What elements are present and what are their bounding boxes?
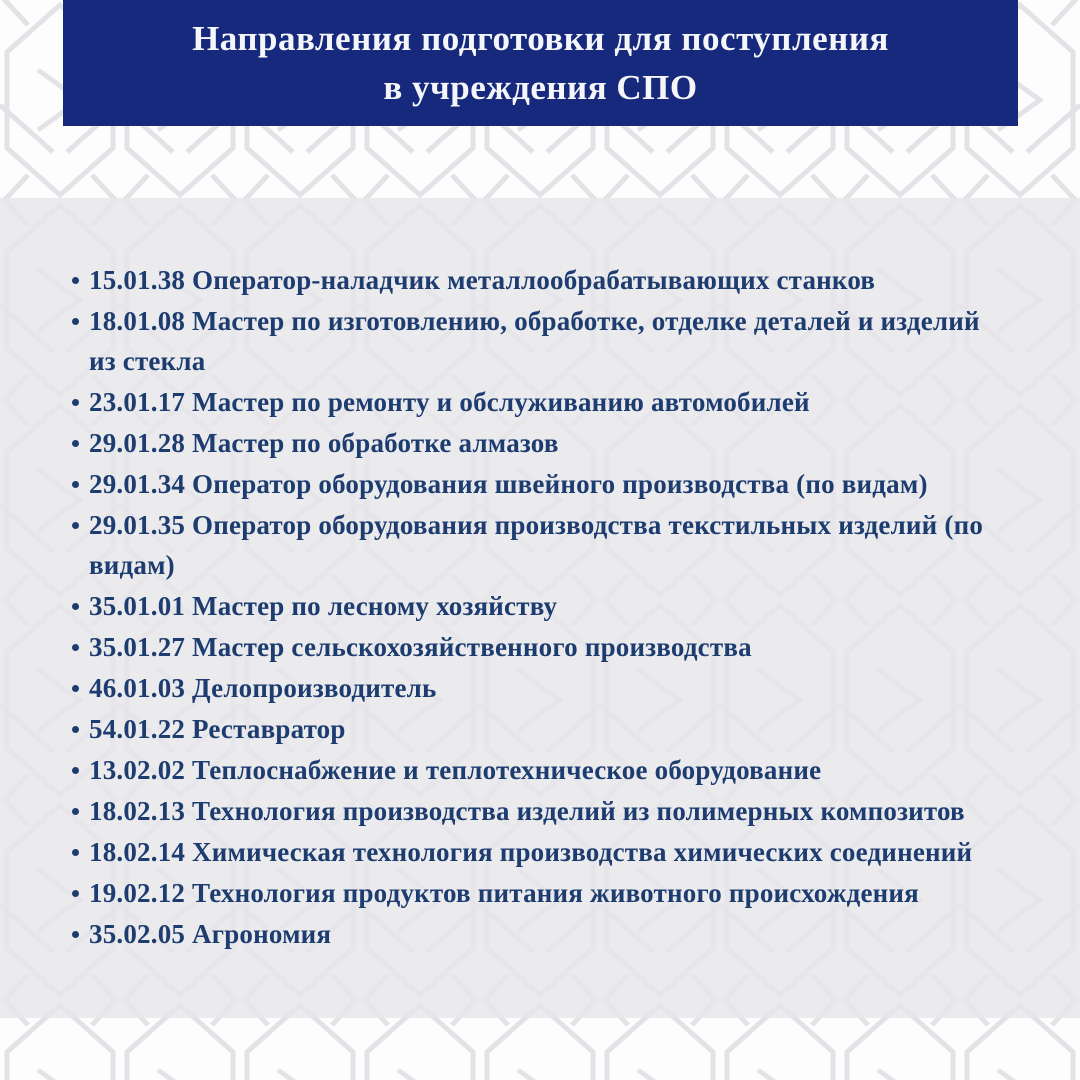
list-item: [65, 873, 1005, 913]
list-item: [65, 832, 1005, 872]
program-label: 23.01.17 Мастер по ремонту и обслуживанию автомобилей: [89, 387, 810, 417]
list-item: [65, 301, 1005, 381]
list-item: [65, 423, 1005, 463]
program-label: 29.01.28 Мастер по обработке алмазов: [89, 428, 559, 458]
bullet-icon: [72, 849, 79, 856]
program-label: 29.01.35 Оператор оборудования производства текстильных изделий (по видам): [89, 510, 984, 580]
program-label: 46.01.03 Делопроизводитель: [89, 673, 437, 703]
list-item: [65, 586, 1005, 626]
list-item: [65, 750, 1005, 790]
header-banner: [63, 0, 1018, 126]
program-label: 35.02.05 Агрономия: [89, 919, 332, 949]
bullet-icon: [72, 481, 79, 488]
program-list: [65, 260, 1005, 955]
list-item: [65, 464, 1005, 504]
bullet-icon: [72, 277, 79, 284]
list-item: [65, 709, 1005, 749]
bullet-icon: [72, 603, 79, 610]
program-label: 19.02.12 Технология продуктов питания животного происхождения: [89, 878, 919, 908]
program-label: 18.02.13 Технология производства изделий из полимерных композитов: [89, 796, 965, 826]
page-title-line2: в учреждения СПО: [383, 68, 698, 107]
bullet-icon: [72, 644, 79, 651]
program-label: 54.01.22 Реставратор: [89, 714, 346, 744]
list-item: [65, 382, 1005, 422]
bullet-icon: [72, 890, 79, 897]
bullet-icon: [72, 399, 79, 406]
list-item: [65, 668, 1005, 708]
bullet-icon: [72, 767, 79, 774]
program-label: 35.01.27 Мастер сельскохозяйственного производства: [89, 632, 752, 662]
program-label: 18.02.14 Химическая технология производства химических соединений: [89, 837, 973, 867]
list-item: [65, 627, 1005, 667]
page-title-line1: Направления подготовки для поступления: [192, 19, 889, 58]
program-label: 13.02.02 Теплоснабжение и теплотехническое оборудование: [89, 755, 822, 785]
bullet-icon: [72, 685, 79, 692]
bullet-icon: [72, 931, 79, 938]
list-item: [65, 914, 1005, 954]
bullet-icon: [72, 726, 79, 733]
bullet-icon: [72, 808, 79, 815]
program-label: 15.01.38 Оператор-наладчик металлообрабатывающих станков: [89, 265, 876, 295]
list-item: [65, 505, 1005, 585]
program-label: 18.01.08 Мастер по изготовлению, обработке, отделке деталей и изделий из стекла: [89, 306, 980, 376]
bullet-icon: [72, 440, 79, 447]
list-item: [65, 260, 1005, 300]
bullet-icon: [72, 522, 79, 529]
list-item: [65, 791, 1005, 831]
program-label: 29.01.34 Оператор оборудования швейного производства (по видам): [89, 469, 928, 499]
bullet-icon: [72, 318, 79, 325]
program-label: 35.01.01 Мастер по лесному хозяйству: [89, 591, 558, 621]
